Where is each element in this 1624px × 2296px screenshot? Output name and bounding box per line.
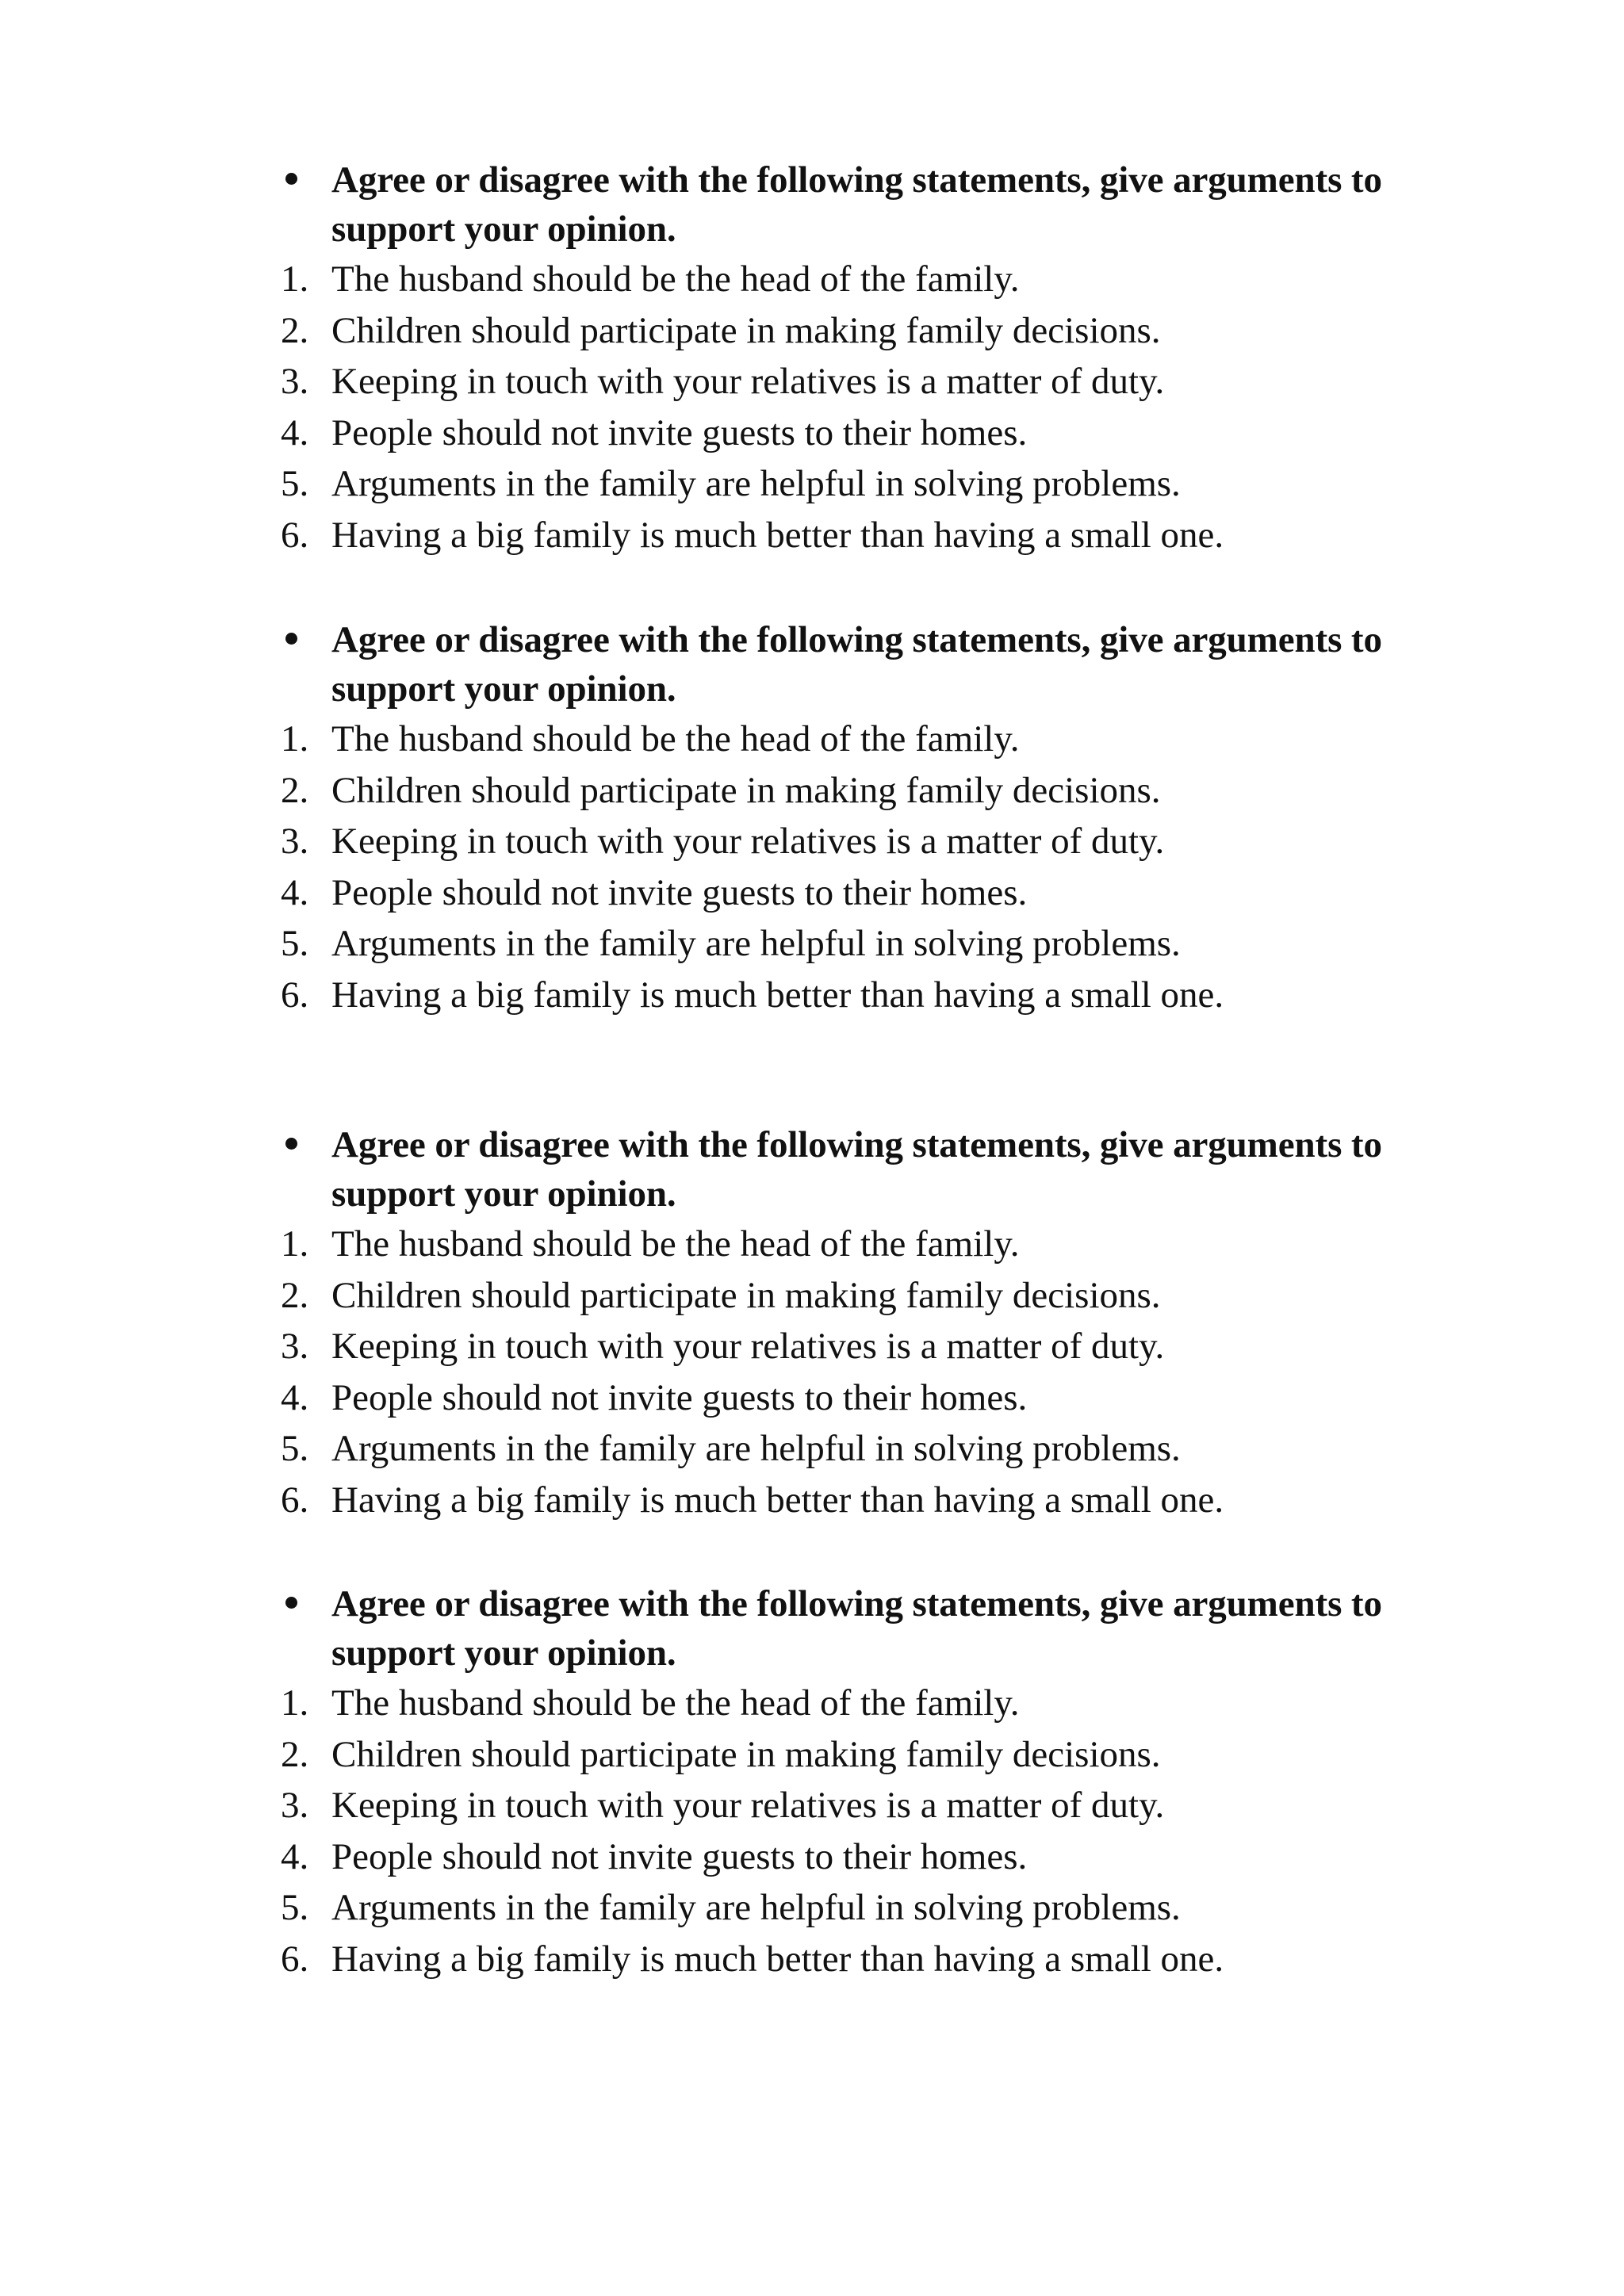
item-text: The husband should be the head of the family. (331, 1223, 1020, 1265)
item-number: 6. (281, 974, 309, 1016)
item-text: The husband should be the head of the family. (331, 718, 1020, 760)
item-text: Arguments in the family are helpful in solving problems. (331, 463, 1181, 504)
bullet-icon (285, 1597, 297, 1609)
instruction-text: Agree or disagree with the following statements, give arguments to support your opinion. (331, 619, 1382, 710)
list-item (274, 1423, 1464, 1475)
statement-block (274, 1579, 1464, 1984)
item-text: Children should participate in making family decisions. (331, 1733, 1161, 1775)
list-item (274, 1934, 1464, 1985)
statement-list (274, 714, 1464, 1020)
task-instruction (274, 615, 1464, 714)
list-item (274, 254, 1464, 305)
statement-list (274, 254, 1464, 561)
item-text: Keeping in touch with your relatives is a matter of duty. (331, 821, 1165, 862)
item-number: 1. (281, 1223, 309, 1265)
list-item (274, 1729, 1464, 1781)
item-text: The husband should be the head of the family. (331, 258, 1020, 300)
bullet-icon (285, 1138, 297, 1150)
item-text: The husband should be the head of the family. (331, 1682, 1020, 1724)
item-number: 5. (281, 1887, 309, 1928)
item-number: 4. (281, 1835, 309, 1877)
item-number: 1. (281, 718, 309, 760)
item-text: Keeping in touch with your relatives is a matter of duty. (331, 1785, 1165, 1826)
list-item (274, 970, 1464, 1021)
list-item (274, 867, 1464, 919)
item-text: Keeping in touch with your relatives is a matter of duty. (331, 1326, 1165, 1367)
item-number: 5. (281, 463, 309, 504)
item-number: 6. (281, 1479, 309, 1521)
item-text: Having a big family is much better than having a small one. (331, 1479, 1224, 1521)
item-number: 4. (281, 1376, 309, 1418)
item-text: People should not invite guests to their homes. (331, 871, 1028, 913)
list-item (274, 1678, 1464, 1729)
item-number: 2. (281, 769, 309, 811)
item-text: People should not invite guests to their homes. (331, 1376, 1028, 1418)
item-text: People should not invite guests to their homes. (331, 1835, 1028, 1877)
item-number: 3. (281, 361, 309, 402)
list-item (274, 1321, 1464, 1372)
list-item (274, 510, 1464, 561)
instruction-text: Agree or disagree with the following statements, give arguments to support your opinion. (331, 1583, 1382, 1674)
item-text: Children should participate in making family decisions. (331, 1274, 1161, 1316)
statement-list (274, 1219, 1464, 1525)
item-number: 2. (281, 1274, 309, 1316)
item-text: People should not invite guests to their homes. (331, 411, 1028, 453)
statement-block (274, 155, 1464, 561)
list-item (274, 1780, 1464, 1831)
item-number: 4. (281, 411, 309, 453)
item-text: Arguments in the family are helpful in solving problems. (331, 1887, 1181, 1928)
statement-block (274, 1120, 1464, 1525)
bullet-icon (285, 173, 297, 185)
list-item (274, 765, 1464, 817)
item-text: Children should participate in making family decisions. (331, 769, 1161, 811)
task-instruction (274, 1579, 1464, 1678)
list-item (274, 305, 1464, 357)
item-text: Keeping in touch with your relatives is a matter of duty. (331, 361, 1165, 402)
list-item (274, 714, 1464, 765)
list-item (274, 458, 1464, 510)
item-number: 1. (281, 258, 309, 300)
task-instruction (274, 155, 1464, 254)
item-number: 5. (281, 1428, 309, 1469)
list-item (274, 1475, 1464, 1526)
item-number: 2. (281, 309, 309, 351)
statement-list (274, 1678, 1464, 1984)
list-item (274, 816, 1464, 867)
item-text: Having a big family is much better than having a small one. (331, 974, 1224, 1016)
bullet-icon (285, 633, 297, 645)
item-number: 6. (281, 514, 309, 556)
task-instruction (274, 1120, 1464, 1219)
list-item (274, 1270, 1464, 1322)
list-item (274, 1831, 1464, 1883)
list-item (274, 1372, 1464, 1424)
item-text: Arguments in the family are helpful in solving problems. (331, 923, 1181, 964)
item-number: 3. (281, 1785, 309, 1826)
instruction-text: Agree or disagree with the following statements, give arguments to support your opinion. (331, 159, 1382, 250)
item-number: 6. (281, 1938, 309, 1980)
instruction-text: Agree or disagree with the following statements, give arguments to support your opinion. (331, 1124, 1382, 1215)
item-number: 1. (281, 1682, 309, 1724)
item-text: Having a big family is much better than having a small one. (331, 514, 1224, 556)
list-item (274, 408, 1464, 459)
item-number: 3. (281, 1326, 309, 1367)
item-number: 5. (281, 923, 309, 964)
list-item (274, 356, 1464, 408)
item-number: 4. (281, 871, 309, 913)
list-item (274, 1882, 1464, 1934)
item-number: 3. (281, 821, 309, 862)
list-item (274, 1219, 1464, 1270)
item-text: Arguments in the family are helpful in solving problems. (331, 1428, 1181, 1469)
list-item (274, 918, 1464, 970)
item-number: 2. (281, 1733, 309, 1775)
item-text: Children should participate in making family decisions. (331, 309, 1161, 351)
statement-block (274, 615, 1464, 1020)
item-text: Having a big family is much better than having a small one. (331, 1938, 1224, 1980)
